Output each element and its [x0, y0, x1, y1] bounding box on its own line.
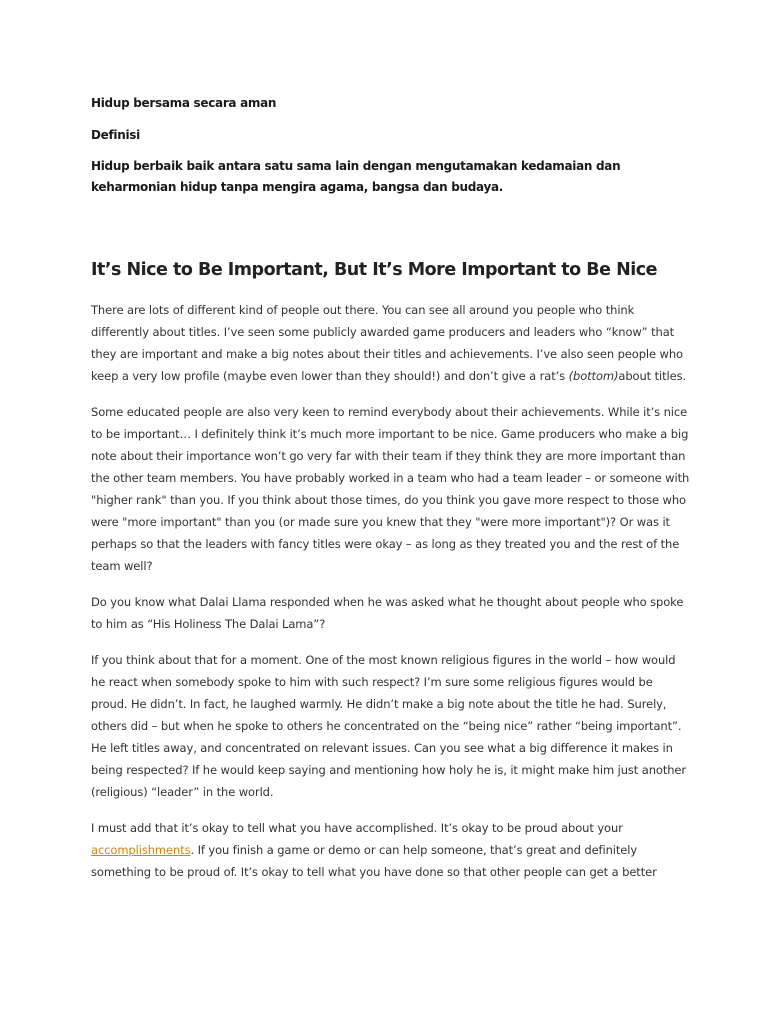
- document-content: [91, 93, 691, 883]
- paragraph-1-text: There are lots of different kind of people out there. You can see all around you people who think differently about titles. I’ve seen some publicly awarded game producers and leaders who “know” that they are important and make a big notes about their titles and achievements. I’ve also seen people who keep a very low profile (maybe even lower than they should!) and don’t give a rat’s: [91, 303, 683, 383]
- paragraph-1: [91, 299, 691, 387]
- definition-text: Hidup berbaik baik antara satu sama lain dengan mengutamakan kedamaian dan keharmonian hidup tanpa mengira agama, bangsa dan budaya.: [91, 159, 621, 194]
- intro-title: Hidup bersama secara aman: [91, 96, 277, 110]
- paragraph-1-tail: about titles.: [618, 369, 687, 383]
- paragraph-5-text: I must add that it’s okay to tell what you have accomplished. It’s okay to be proud about your: [91, 821, 623, 835]
- paragraph-5-tail: . If you finish a game or demo or can help someone, that’s great and definitely something to be proud of. It’s okay to tell what you have done so that other people can get a better: [91, 843, 657, 879]
- paragraph-1-emphasis: (bottom): [568, 369, 619, 383]
- article-heading: It’s Nice to Be Important, But It’s More Important to Be Nice: [91, 260, 657, 280]
- paragraph-5: [91, 817, 691, 883]
- accomplishments-link[interactable]: accomplishments: [91, 843, 191, 857]
- paragraph-4: If you think about that for a moment. One of the most known religious figures in the world – how would he react when somebody spoke to him with such respect? I’m sure some religious figures would be proud. He didn’t. In fact, he laughed warmly. He didn’t make a big note about the title he had. Surely, others did – but when he spoke to others he concentrated on the “being nice” rather “being important”. He left titles away, and concentrated on relevant issues. Can you see what a big difference it makes in being respected? If he would keep saying and mentioning how holy he is, it might make him just another (religious) “leader” in the world.: [91, 653, 687, 799]
- definition-label: Definisi: [91, 128, 140, 142]
- paragraph-3: Do you know what Dalai Llama responded when he was asked what he thought about people who spoke to him as “His Holiness The Dalai Lama”?: [91, 595, 684, 631]
- paragraph-2: Some educated people are also very keen to remind everybody about their achievements. While it’s nice to be important… I definitely think it’s much more important to be nice. Game producers who make a big note about their importance won’t go very far with their team if they think they are more important than the other team members. You have probably worked in a team who had a team leader – or someone with "higher rank" than you. If you think about those times, do you think you gave more respect to those who were "more important" than you (or made sure you knew that they "were more important")? Or was it perhaps so that the leaders with fancy titles were okay – as long as they treated you and the rest of the team well?: [91, 405, 690, 573]
